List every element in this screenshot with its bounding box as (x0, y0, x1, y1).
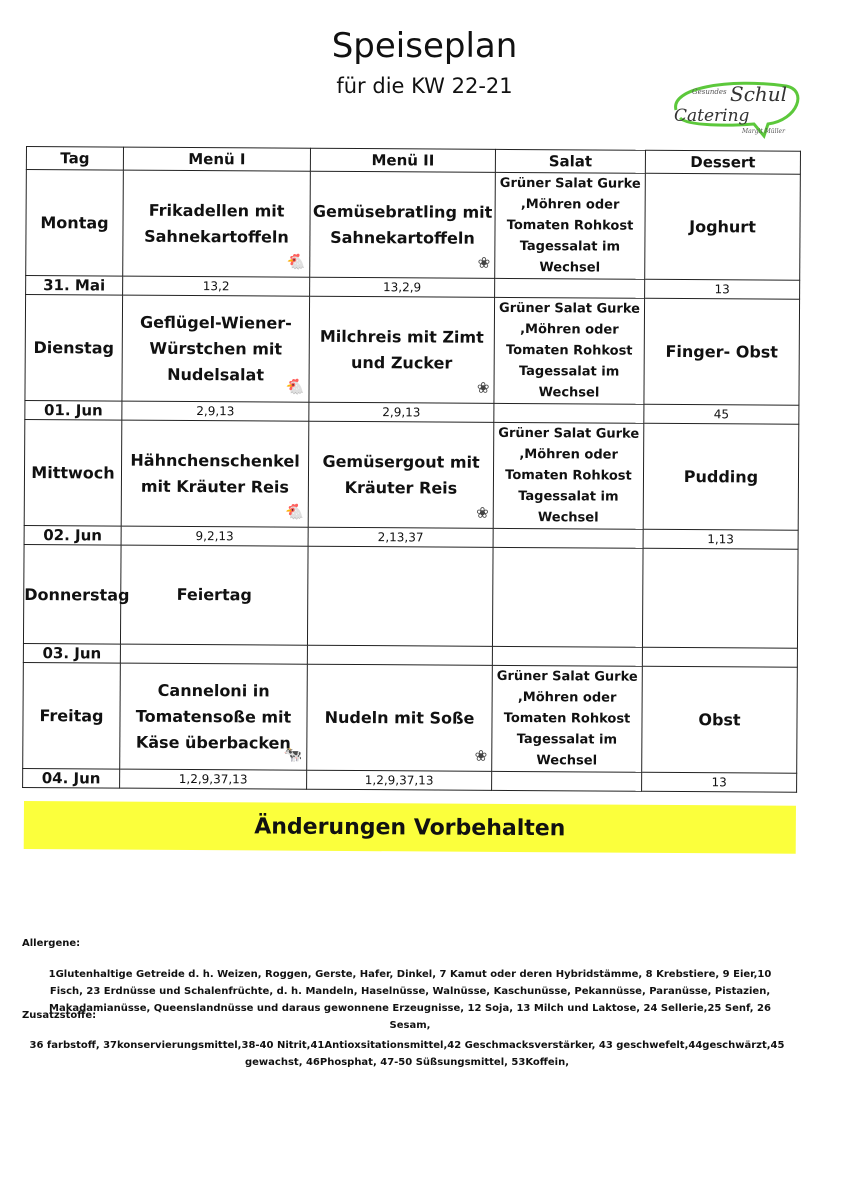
allergen-code-row (23, 768, 797, 792)
allergene-text: 1Glutenhaltige Getreide d. h. Weizen, Roggen, Gerste, Hafer, Dinkel, 7 Kamut oder deren Hybridstämme, 8 Krebstiere, 9 Eier,10 Fisch, 23 Erdnüsse und Schalenfrüchte, d. h. Mandeln, Haselnüsse, Walnüsse, Kaschunüsse, Pekannüsse, Paranüsse, Pistazien, Makadamianüsse, Queenslandnüsse und daraus gewonnene Erzeugnisse, 12 Soja, 13 Milch und Laktose, 24 Sellerie,25 Senf, 26 Sesam, (48, 969, 772, 1031)
salad-cell-text: Grüner Salat Gurke ,Möhren oder Tomaten Rohkost Tagessalat im Wechsel (499, 175, 641, 276)
menu1-dish (120, 545, 308, 645)
menu2-codes (308, 527, 493, 547)
salad-cell-text: Grüner Salat Gurke ,Möhren oder Tomaten Rohkost Tagessalat im Wechsel (496, 668, 638, 769)
menu1-dish-text: Frikadellen mit Sahnekartoffeln (144, 200, 289, 247)
salad-cell (492, 665, 643, 772)
day-date (23, 768, 120, 788)
dessert-codes (644, 404, 799, 424)
salad-cell (492, 547, 643, 647)
menu1-codes-text: 9,2,13 (195, 529, 234, 544)
menu1-codes-text: 13,2 (202, 279, 230, 294)
logo-text-gesundes: Gesundes (692, 88, 727, 96)
menu2-codes (310, 277, 495, 297)
menu1-dish (121, 420, 309, 527)
salad-cell-text: Grüner Salat Gurke ,Möhren oder Tomaten Rohkost Tagessalat im Wechsel (498, 425, 640, 526)
salad-codes (495, 278, 645, 298)
dessert-codes-text: 13 (714, 282, 730, 297)
dessert-cell-text: Joghurt (689, 217, 756, 237)
day-name-text: Montag (40, 213, 109, 233)
menu1-dish (122, 295, 310, 402)
day-row (23, 662, 798, 773)
dessert-cell-text: Obst (698, 710, 741, 730)
menu2-codes-text: 1,2,9,37,13 (364, 773, 434, 788)
header-tag: Tag (26, 147, 123, 171)
menu2-dish (310, 171, 496, 278)
menu1-codes (123, 276, 310, 296)
day-date (25, 400, 122, 420)
dessert-codes-text: 13 (711, 775, 727, 790)
menu2-codes (307, 770, 492, 790)
dessert-codes (645, 279, 800, 299)
menu2-codes (309, 402, 494, 422)
dessert-cell (643, 423, 799, 530)
salad-codes (492, 771, 642, 791)
menu2-codes-text: 13,2,9 (383, 280, 422, 295)
allergene-label: Allergene: (22, 938, 81, 949)
day-row (25, 295, 800, 406)
zusatzstoffe-label: Zusatzstoffe: (22, 1010, 97, 1021)
salad-cell-text: Grüner Salat Gurke ,Möhren oder Tomaten Rohkost Tagessalat im Wechsel (499, 300, 641, 401)
day-date-text: 31. Mai (43, 276, 106, 295)
day-name (26, 170, 124, 277)
menu-table (22, 146, 801, 793)
menu1-codes (122, 401, 309, 421)
salad-cell (494, 297, 645, 404)
menu2-codes-text: 2,9,13 (382, 405, 421, 420)
menu1-dish-text: Canneloni in Tomatensoße mit Käse überbacken (135, 680, 292, 753)
day-date-text: 02. Jun (43, 526, 103, 545)
zusatzstoffe-text: 36 farbstoff, 37konservierungsmittel,38-40 Nitrit,41Antioxsitationsmittel,42 Geschmacksverstärker, 43 geschwefelt,44geschwärzt,45 gewachst, 46Phosphat, 47-50 Süßsungsmittel, 53Koffein, (29, 1040, 785, 1068)
day-row (23, 544, 798, 648)
menu1-codes (120, 769, 307, 789)
chicken-icon: 🐔 (286, 252, 306, 271)
logo-text-catering: Catering (674, 106, 750, 126)
dessert-codes-text: 1,13 (707, 532, 735, 547)
dessert-cell (644, 298, 800, 405)
salad-codes (494, 403, 644, 423)
menu1-dish (123, 170, 311, 277)
page-title: Speiseplan (331, 26, 518, 66)
menu2-dish-text: Gemüsebratling mit Sahnekartoffeln (312, 201, 493, 248)
menu2-codes (307, 645, 492, 665)
salad-codes (492, 646, 642, 666)
chicken-icon: 🐔 (285, 377, 305, 396)
day-name (25, 295, 123, 402)
day-row (24, 419, 799, 530)
page-subtitle: für die KW 22-21 (336, 74, 513, 98)
day-name (23, 544, 130, 644)
day-name-text: Mittwoch (31, 463, 115, 483)
menu1-dish-text: Hähnchenschenkel mit Kräuter Reis (130, 450, 300, 497)
dessert-cell (642, 548, 798, 648)
day-name-text: Freitag (39, 706, 104, 726)
header-salat: Salat (495, 149, 645, 173)
dessert-codes (642, 772, 797, 792)
day-date (26, 276, 123, 296)
menu1-codes-text: 2,9,13 (196, 404, 235, 419)
menu2-dish (309, 296, 495, 403)
dessert-codes-text: 45 (713, 407, 730, 422)
changes-reserved-banner: Änderungen Vorbehalten (24, 801, 796, 854)
dessert-cell (645, 173, 801, 280)
salad-cell (493, 422, 644, 529)
menu2-dish-text: Nudeln mit Soße (324, 707, 475, 728)
dessert-codes (642, 647, 797, 667)
menu1-codes-text: 1,2,9,37,13 (178, 771, 248, 787)
day-name-text: Donnerstag (24, 584, 130, 605)
day-row (26, 170, 801, 281)
header-menu2: Menü II (310, 148, 495, 172)
catering-logo (668, 80, 800, 146)
menu2-codes-text: 2,13,37 (377, 530, 424, 545)
dessert-cell-text: Pudding (683, 467, 759, 487)
day-name (23, 662, 121, 769)
day-date-text: 03. Jun (42, 644, 102, 663)
menu2-dish-text: Milchreis mit Zimt und Zucker (319, 326, 484, 373)
menu2-dish (307, 664, 493, 771)
salad-codes (493, 528, 643, 548)
day-date (24, 525, 121, 545)
beet-icon: ❀ (476, 378, 490, 397)
salad-cell (495, 172, 646, 279)
beet-icon: ❀ (477, 253, 491, 272)
logo-text-schul: Schul (730, 82, 788, 106)
dessert-cell (642, 666, 798, 773)
menu2-dish (308, 421, 494, 528)
beet-icon: ❀ (476, 503, 489, 522)
cow-icon: 🐄 (283, 745, 303, 764)
menu2-dish-text: Gemüsergout mit Kräuter Reis (322, 451, 480, 498)
day-name (24, 419, 122, 526)
menu1-dish (120, 663, 308, 770)
chicken-icon: 🐔 (285, 502, 304, 521)
day-name-text: Dienstag (33, 338, 115, 358)
menu1-dish-text: Feiertag (176, 584, 252, 605)
header-dessert: Dessert (645, 150, 800, 174)
day-date (23, 643, 120, 663)
day-date-text: 01. Jun (43, 401, 103, 420)
dessert-cell-text: Finger- Obst (665, 341, 779, 362)
day-date-text: 04. Jun (41, 769, 101, 788)
menu1-dish-text: Geflügel-Wiener-Würstchen mit Nudelsalat (140, 312, 292, 384)
logo-text-owner: Margit Müller (742, 128, 785, 135)
menu1-codes (120, 644, 307, 664)
header-menu1: Menü I (123, 147, 310, 171)
menu2-dish (307, 546, 493, 646)
beet-icon: ❀ (474, 746, 488, 765)
dessert-codes (643, 529, 798, 549)
menu1-codes (121, 526, 308, 546)
